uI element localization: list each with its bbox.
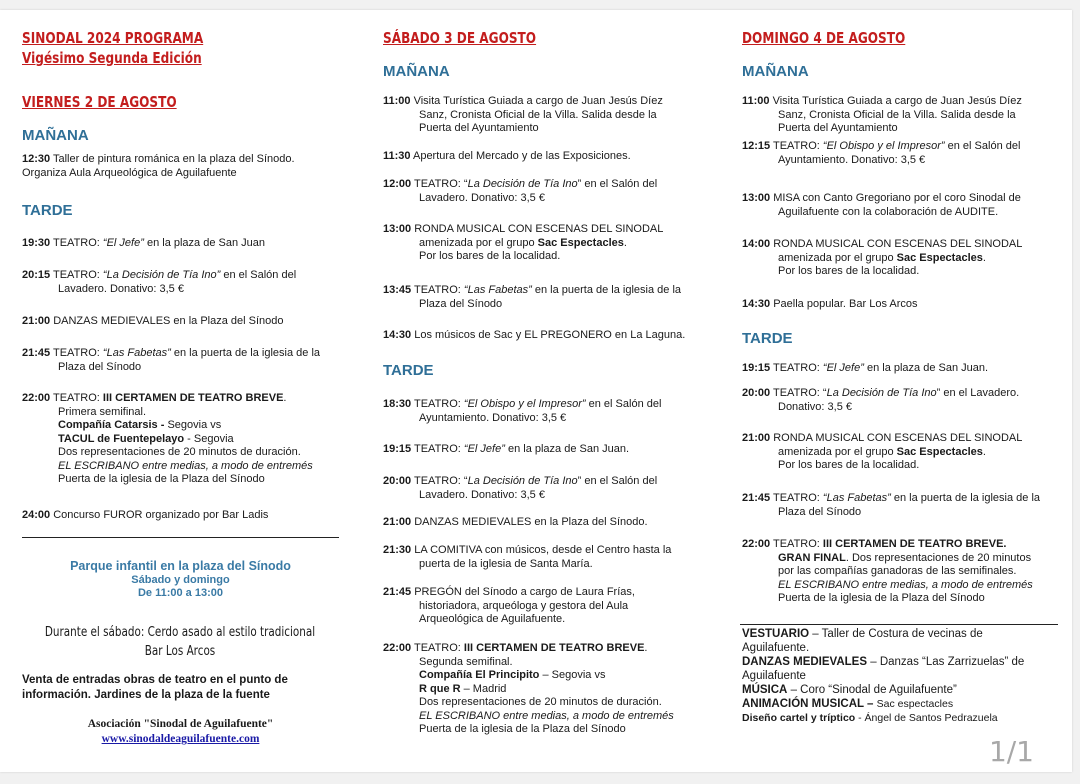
page-number: 1/1 [988, 735, 1034, 768]
roast-notice: Durante el sábado: Cerdo asado al estilo tradicional Bar Los Arcos [44, 625, 316, 659]
friday-heading: VIERNES 2 DE AGOSTO [22, 93, 177, 111]
saturday-event-3: 12:00 TEATRO: “La Decisión de Tía Ino” en el Salón del Lavadero. Donativo: 3,5 € [383, 178, 658, 204]
credit-costumes: VESTUARIO – Taller de Costura de vecinas de [742, 628, 983, 640]
association-link[interactable]: www.sinodaldeaguilafuente.com [101, 733, 260, 745]
credit-dances: DANZAS MEDIEVALES – Danzas “Las Zarrizuelas” de [742, 656, 1025, 668]
saturday-event-11: 21:30 LA COMITIVA con músicos, desde el Centro hasta la puerta de la iglesia de Santa María. [383, 544, 672, 570]
credits-block [742, 627, 1060, 725]
saturday-afternoon-label: TARDE [383, 362, 434, 379]
credit-music: MÚSICA – Coro “Sinodal de Aguilafuente” [742, 684, 957, 696]
friday-event-6: 22:00 TEATRO: III CERTAMEN DE TEATRO BREVE. Primera semifinal. Compañía Catarsis - Segovia vs TACUL de Fuentepelayo - Segovia Dos representaciones de 20 minutos de duración. EL ESCRIBANO entre medias, a modo de entremés Puerta de la iglesia de la Plaza del Sínodo [22, 392, 313, 485]
saturday-event-10: 21:00 DANZAS MEDIEVALES en la Plaza del Sínodo. [383, 516, 648, 528]
sunday-event-3: 13:00 MISA con Canto Gregoriano por el coro Sinodal de Aguilafuente con la colaboración de AUDITE. [742, 192, 1021, 218]
sunday-event-7: 20:00 TEATRO: “La Decisión de Tía Ino” en el Lavadero. Donativo: 3,5 € [742, 387, 1020, 413]
saturday-column [383, 28, 713, 735]
friday-column [22, 28, 342, 521]
sunday-column [742, 28, 1062, 604]
document-page [0, 10, 1072, 772]
saturday-heading: SÁBADO 3 DE AGOSTO [383, 29, 537, 47]
sunday-event-6: 19:15 TEATRO: “El Jefe” en la plaza de San Juan. [742, 362, 989, 374]
program-title: SINODAL 2024 PROGRAMA [22, 29, 204, 47]
sunday-event-8: 21:00 RONDA MUSICAL CON ESCENAS DEL SINODAL amenizada por el grupo Sac Espectacles. Por los bares de la localidad. [742, 432, 1023, 471]
divider [22, 537, 339, 538]
saturday-event-1: 11:00 Visita Turística Guiada a cargo de Juan Jesús Díez Sanz, Cronista Oficial de la Villa. Salida desde la Puerta del Ayuntamiento [383, 95, 663, 134]
credit-dances-cont: Aguilafuente [742, 670, 806, 682]
friday-afternoon-label: TARDE [22, 202, 73, 219]
credit-animation: ANIMACIÓN MUSICAL – Sac espectacles [742, 698, 954, 710]
credit-costumes-cont: Aguilafuente. [742, 642, 810, 654]
sunday-afternoon-label: TARDE [742, 330, 793, 347]
park-notice: Parque infantil en la plaza del Sínodo [70, 559, 291, 573]
saturday-event-8: 19:15 TEATRO: “El Jefe” en la plaza de San Juan. [383, 443, 630, 455]
saturday-event-4: 13:00 RONDA MUSICAL CON ESCENAS DEL SINODAL amenizada por el grupo Sac Espectacles. Por los bares de la localidad. [383, 223, 664, 262]
ticket-notice: Venta de entradas obras de teatro en el punto de información. Jardines de la plaza de la fuente [22, 674, 288, 701]
friday-morning-label: MAÑANA [22, 127, 89, 144]
sunday-event-9: 21:45 TEATRO: “Las Fabetas” en la puerta de la iglesia de la Plaza del Sínodo [742, 492, 1041, 518]
saturday-event-7: 18:30 TEATRO: “El Obispo y el Impresor” en el Salón del Ayuntamiento. Donativo: 3,5 € [383, 398, 662, 424]
credits-divider [740, 624, 1058, 625]
saturday-event-12: 21:45 PREGÓN del Sínodo a cargo de Laura Frías, historiadora, arqueóloga y gestora del Aula Arqueológica de Aguilafuente. [383, 586, 635, 625]
saturday-event-5: 13:45 TEATRO: “Las Fabetas” en la puerta de la iglesia de la Plaza del Sínodo [383, 284, 682, 310]
friday-event-4: 21:00 DANZAS MEDIEVALES en la Plaza del Sínodo [22, 315, 284, 327]
saturday-morning-label: MAÑANA [383, 63, 450, 80]
sunday-event-2: 12:15 TEATRO: “El Obispo y el Impresor” en el Salón del Ayuntamiento. Donativo: 3,5 € [742, 140, 1021, 166]
sunday-event-1: 11:00 Visita Turística Guiada a cargo de Juan Jesús Díez Sanz, Cronista Oficial de la Villa. Salida desde la Puerta del Ayuntamiento [742, 95, 1022, 134]
sunday-event-5: 14:30 Paella popular. Bar Los Arcos [742, 298, 918, 310]
saturday-event-6: 14:30 Los músicos de Sac y EL PREGONERO en La Laguna. [383, 329, 686, 341]
association-name: Asociación "Sinodal de Aguilafuente" [87, 718, 274, 730]
edition-title: Vigésimo Segunda Edición [22, 49, 202, 67]
sunday-event-10: 22:00 TEATRO: III CERTAMEN DE TEATRO BREVE. GRAN FINAL. Dos representaciones de 20 minutos por las compañías ganadoras de las semifinales. EL ESCRIBANO entre medias, a modo de entremés Puerta de la iglesia de la Plaza del Sínodo [742, 538, 1033, 604]
saturday-event-9: 20:00 TEATRO: “La Decisión de Tía Ino” en el Salón del Lavadero. Donativo: 3,5 € [383, 475, 658, 501]
sunday-event-4: 14:00 RONDA MUSICAL CON ESCENAS DEL SINODAL amenizada por el grupo Sac Espectacles. Por los bares de la localidad. [742, 238, 1023, 277]
association-block [22, 717, 339, 747]
friday-event-2: 19:30 TEATRO: “El Jefe” en la plaza de San Juan [22, 237, 265, 249]
credit-design: Diseño cartel y tríptico - Ángel de Santos Pedrazuela [742, 712, 998, 724]
friday-event-3: 20:15 TEATRO: “La Decisión de Tía Ino” en el Salón del Lavadero. Donativo: 3,5 € [22, 269, 297, 295]
park-schedule: Sábado y domingo De 11:00 a 13:00 [131, 574, 230, 599]
saturday-event-13: 22:00 TEATRO: III CERTAMEN DE TEATRO BREVE. Segunda semifinal. Compañía El Principito – Segovia vs R que R – Madrid Dos representaciones de 20 minutos de duración. EL ESCRIBANO entre medias, a modo de entremés Puerta de la iglesia de la Plaza del Sínodo [383, 642, 674, 735]
sunday-morning-label: MAÑANA [742, 63, 809, 80]
friday-event-5: 21:45 TEATRO: “Las Fabetas” en la puerta de la iglesia de la Plaza del Sínodo [22, 347, 321, 373]
sunday-heading: DOMINGO 4 DE AGOSTO [742, 29, 906, 47]
saturday-event-2: 11:30 Apertura del Mercado y de las Exposiciones. [383, 150, 631, 162]
friday-event-1: 12:30 Taller de pintura románica en la plaza del Sínodo. Organiza Aula Arqueológica de Aguilafuente [22, 153, 295, 179]
friday-event-7: 24:00 Concurso FUROR organizado por Bar Ladis [22, 509, 269, 521]
